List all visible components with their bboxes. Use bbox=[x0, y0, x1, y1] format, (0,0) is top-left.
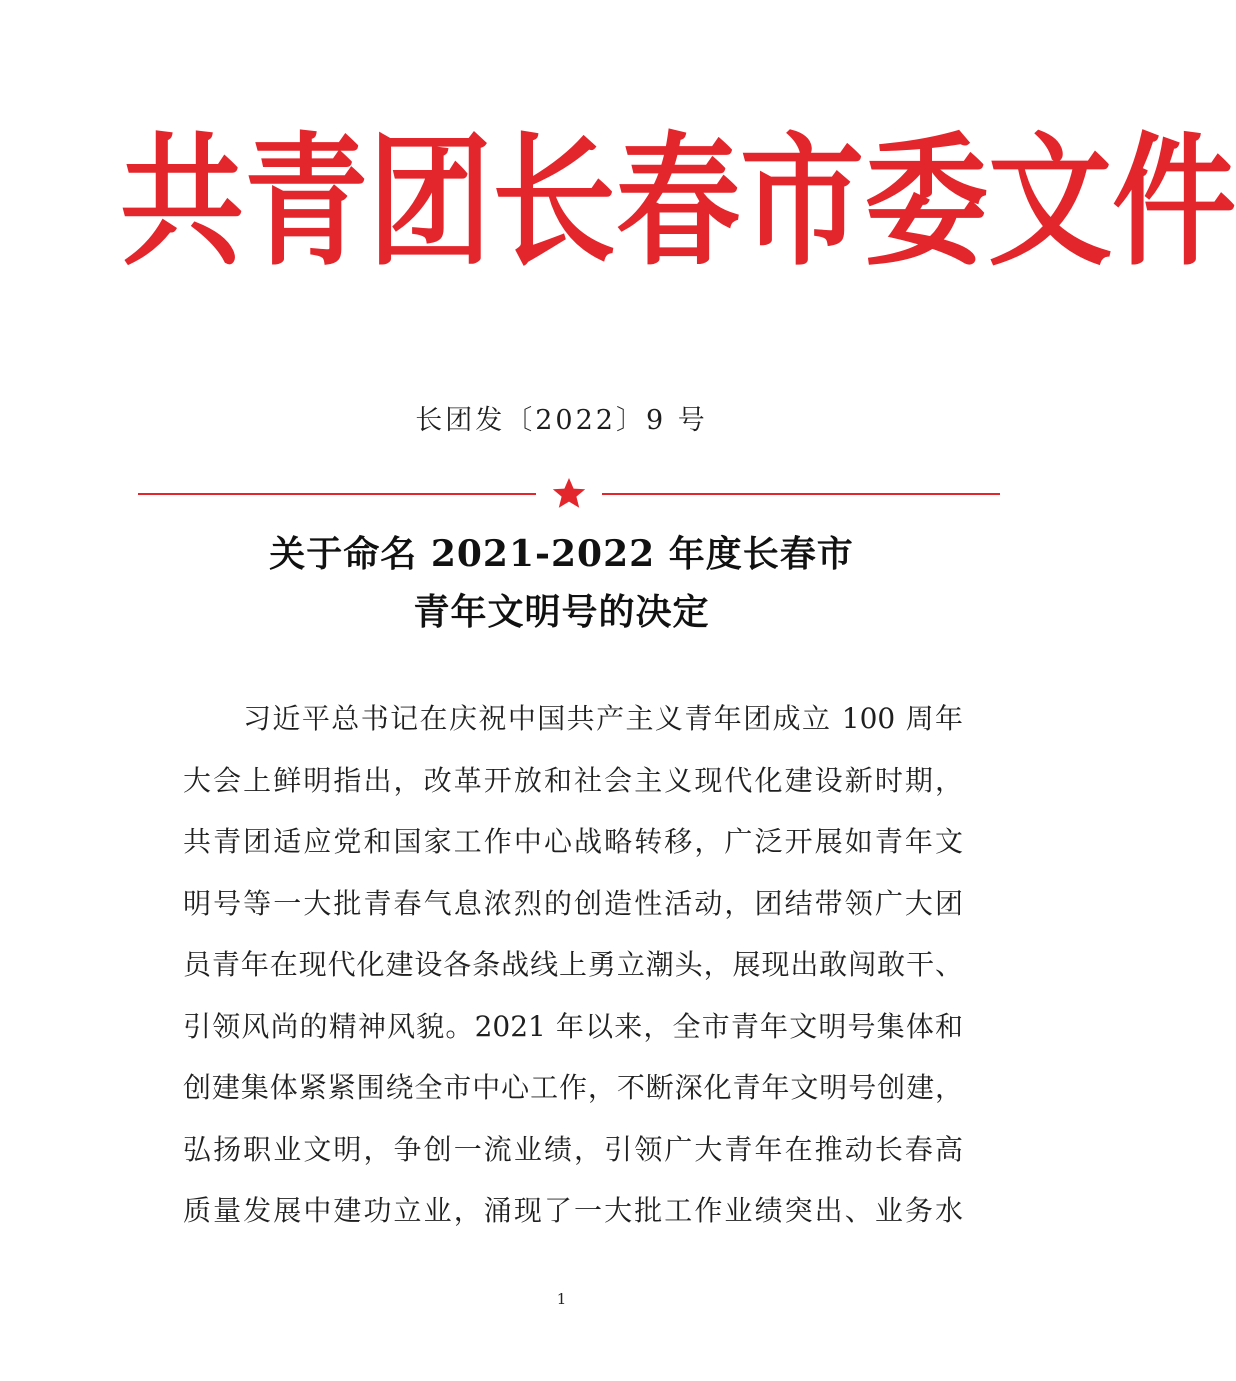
body-line: 共青团适应党和国家工作中心战略转移，广泛开展如青年文 bbox=[183, 825, 963, 858]
document-title-line-2: 青年文明号的决定 bbox=[413, 591, 710, 633]
masthead-char: 市 bbox=[740, 119, 865, 286]
masthead-char: 青 bbox=[244, 119, 369, 286]
body-line: 大会上鲜明指出，改革开放和社会主义现代化建设新时期， bbox=[183, 763, 963, 797]
masthead-char: 春 bbox=[616, 119, 741, 286]
masthead-char: 文 bbox=[988, 119, 1113, 286]
masthead-char: 委 bbox=[864, 119, 989, 286]
body-line: 引领风尚的精神风貌。2021 年以来，全市青年文明号集体和 bbox=[183, 1009, 963, 1043]
body-line: 创建集体紧紧围绕全市中心工作，不断深化青年文明号创建， bbox=[183, 1071, 963, 1104]
body-paragraph bbox=[183, 688, 963, 1242]
body-line: 弘扬职业文明，争创一流业绩，引领广大青年在推动长春高 bbox=[183, 1132, 963, 1166]
masthead-char: 团 bbox=[368, 119, 493, 286]
star-icon bbox=[553, 478, 585, 508]
body-line: 质量发展中建功立业，涌现了一大批工作业绩突出、业务水 bbox=[183, 1194, 963, 1227]
red-divider bbox=[138, 476, 1000, 512]
body-line: 习近平总书记在庆祝中国共产主义青年团成立 100 周年 bbox=[243, 702, 963, 735]
page-number: 1 bbox=[556, 1290, 567, 1308]
masthead bbox=[120, 118, 1236, 288]
document-number: 长团发〔2022〕9 号 bbox=[415, 405, 708, 436]
masthead-char: 长 bbox=[492, 119, 617, 286]
masthead-char: 共 bbox=[120, 119, 245, 286]
body-line: 员青年在现代化建设各条战线上勇立潮头，展现出敢闯敢干、 bbox=[183, 948, 963, 981]
body-line: 明号等一大批青春气息浓烈的创造性活动，团结带领广大团 bbox=[183, 886, 963, 920]
masthead-char: 件 bbox=[1112, 119, 1236, 286]
document-title-line-1: 关于命名 2021-2022 年度长春市 bbox=[269, 533, 854, 575]
